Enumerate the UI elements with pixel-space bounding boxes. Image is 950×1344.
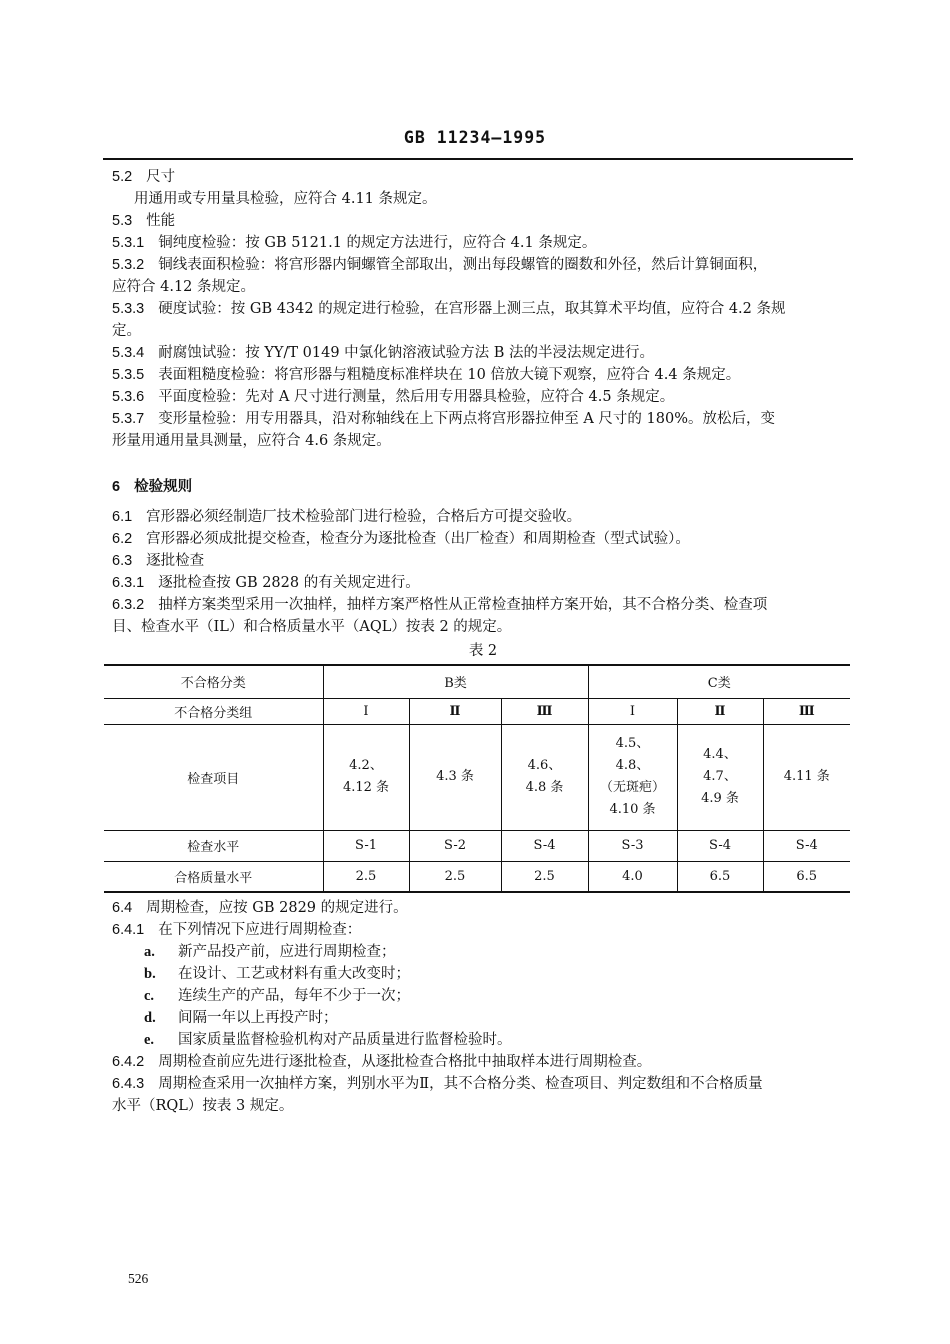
page-number: 526	[128, 1271, 149, 1286]
aql-cell: 2.5	[323, 861, 409, 892]
section-text: 铜线表面积检验：将宫形器内铜螺管全部取出，测出每段螺管的圈数和外径，然后计算铜面积，	[158, 257, 768, 273]
section-number: 6.4.1	[112, 922, 145, 938]
group-cell: Ⅰ	[323, 698, 409, 724]
list-text: 间隔一年以上再投产时；	[178, 1010, 338, 1026]
section-text: 宫形器必须成批提交检查，检查分为逐批检查（出厂检查）和周期检查（型式试验）。	[146, 531, 690, 547]
item-line: 4.8 条	[525, 780, 564, 795]
aql-cell: 4.0	[588, 861, 677, 892]
group-cell: Ⅲ	[763, 698, 850, 724]
spacer	[112, 498, 854, 506]
section-5-3-7	[112, 408, 854, 430]
section-5-2	[112, 166, 854, 188]
section-text: 宫形器必须经制造厂技术检验部门进行检验，合格后方可提交验收。	[146, 509, 582, 525]
section-6-3-2-cont: 目、检查水平（IL）和合格质量水平（AQL）按表 2 的规定。	[112, 619, 512, 635]
section-text: 变形量检验：用专用器具，沿对称轴线在上下两点将宫形器拉伸至 A 尺寸的 180%。放松后，变	[158, 411, 775, 427]
section-6-heading	[112, 476, 854, 498]
section-number: 6.1	[112, 509, 133, 525]
section-6-4-3-cont: 水平（RQL）按表 3 规定。	[112, 1098, 294, 1114]
items-cell	[677, 724, 763, 830]
item-line: 4.4、	[703, 747, 737, 762]
section-6-3-2	[112, 594, 854, 616]
section-title: 性能	[146, 213, 176, 229]
section-5-3-7-cont: 形量用通用量具测量，应符合 4.6 条规定。	[112, 433, 391, 449]
section-number: 6.3.2	[112, 597, 145, 613]
item-line: 4.8、	[615, 758, 650, 773]
list-text: 国家质量监督检验机构对产品质量进行监督检验时。	[178, 1032, 512, 1048]
header-rule	[103, 158, 853, 160]
list-marker: b.	[144, 966, 156, 982]
section-text: 周期检查采用一次抽样方案，判别水平为Ⅱ，其不合格分类、检查项目、判定数组和不合格质量	[158, 1076, 763, 1092]
list-text: 新产品投产前，应进行周期检查；	[178, 944, 396, 960]
list-marker: c.	[144, 988, 155, 1004]
aql-cell: 2.5	[501, 861, 588, 892]
section-6-4-3	[112, 1073, 854, 1095]
item-line: 4.7、	[703, 769, 737, 784]
section-5-3-6	[112, 386, 854, 408]
table-row-level	[104, 830, 850, 861]
section-5-3-1	[112, 232, 854, 254]
group-cell: Ⅱ	[409, 698, 501, 724]
section-number: 6.4.3	[112, 1076, 145, 1092]
list-item	[112, 1029, 854, 1051]
section-text: 周期检查前应先进行逐批检查，从逐批检查合格批中抽取样本进行周期检查。	[158, 1054, 652, 1070]
section-5-3-3-cont: 定。	[112, 323, 141, 339]
section-number: 6.3	[112, 553, 133, 569]
item-line: 4.12 条	[342, 780, 390, 795]
items-cell	[763, 724, 850, 830]
section-number: 5.3.7	[112, 411, 145, 427]
item-line: （无斑疤）	[599, 780, 665, 795]
section-title: 检验规则	[134, 478, 193, 495]
item-line: 4.5、	[615, 736, 650, 751]
section-5-3-5	[112, 364, 854, 386]
aql-cell: 6.5	[763, 861, 850, 892]
table-row-category	[104, 665, 850, 698]
row-label-category: 不合格分类	[104, 665, 323, 698]
table-row-aql	[104, 861, 850, 892]
section-6-3	[112, 550, 854, 572]
group-cell: Ⅱ	[677, 698, 763, 724]
aql-cell: 2.5	[409, 861, 501, 892]
group-cell: Ⅲ	[501, 698, 588, 724]
table-2	[104, 664, 850, 893]
list-marker: a.	[144, 944, 155, 960]
section-number: 6	[112, 479, 121, 495]
item-line: 4.3 条	[436, 769, 474, 784]
list-marker: e.	[144, 1032, 155, 1048]
class-c-header: C类	[588, 665, 850, 698]
level-cell: S-4	[677, 830, 763, 861]
row-label-items: 检查项目	[104, 724, 323, 830]
section-5-3-4	[112, 342, 854, 364]
list-text: 连续生产的产品，每年不少于一次；	[178, 988, 410, 1004]
list-item	[112, 1007, 854, 1029]
section-5-3	[112, 210, 854, 232]
section-number: 6.4.2	[112, 1054, 145, 1070]
level-cell: S-1	[323, 830, 409, 861]
row-label-group: 不合格分类组	[104, 698, 323, 724]
list-item	[112, 941, 854, 963]
section-6-4-2	[112, 1051, 854, 1073]
section-5-3-3	[112, 298, 854, 320]
row-label-aql: 合格质量水平	[104, 861, 323, 892]
section-6-3-1	[112, 572, 854, 594]
table-row-group	[104, 698, 850, 724]
list-item	[112, 985, 854, 1007]
level-cell: S-3	[588, 830, 677, 861]
item-line: 4.6、	[527, 758, 562, 773]
items-cell	[409, 724, 501, 830]
section-number: 6.4	[112, 900, 133, 916]
section-number: 5.3.4	[112, 345, 145, 361]
class-b-header: B类	[323, 665, 588, 698]
section-text: 耐腐蚀试验：按 YY/T 0149 中氯化钠溶液试验方法 B 法的半浸法规定进行。	[158, 345, 655, 361]
section-number: 6.3.1	[112, 575, 145, 591]
section-number: 5.3.1	[112, 235, 145, 251]
section-5-3-2	[112, 254, 854, 276]
section-title: 逐批检查	[146, 553, 205, 569]
section-text: 表面粗糙度检验：将宫形器与粗糙度标准样块在 10 倍放大镜下观察，应符合 4.4 条规定。	[158, 367, 741, 383]
section-number: 5.3.3	[112, 301, 145, 317]
section-number: 5.3	[112, 213, 133, 229]
list-marker: d.	[144, 1010, 156, 1026]
group-cell: Ⅰ	[588, 698, 677, 724]
section-text: 硬度试验：按 GB 4342 的规定进行检验，在宫形器上测三点，取其算术平均值，应符合 4.2 条规	[158, 301, 786, 317]
section-number: 5.2	[112, 169, 133, 185]
section-6-4	[112, 897, 854, 919]
item-line: 4.11 条	[783, 769, 830, 784]
section-text: 平面度检验：先对 A 尺寸进行测量，然后用专用器具检验，应符合 4.5 条规定。	[158, 389, 675, 405]
level-cell: S-4	[501, 830, 588, 861]
section-title: 尺寸	[146, 169, 176, 185]
item-line: 4.9 条	[701, 791, 739, 806]
item-line: 4.2、	[349, 758, 383, 773]
section-text: 逐批检查按 GB 2828 的有关规定进行。	[158, 575, 420, 591]
level-cell: S-4	[763, 830, 850, 861]
aql-cell: 6.5	[677, 861, 763, 892]
section-number: 6.2	[112, 531, 133, 547]
row-label-level: 检查水平	[104, 830, 323, 861]
list-item	[112, 963, 854, 985]
section-6-1	[112, 506, 854, 528]
section-5-3-2-cont: 应符合 4.12 条规定。	[112, 279, 256, 295]
level-cell: S-2	[409, 830, 501, 861]
section-number: 5.3.6	[112, 389, 145, 405]
items-cell	[501, 724, 588, 830]
section-5-2-text: 用通用或专用量具检验，应符合 4.11 条规定。	[134, 191, 437, 207]
table-row-items	[104, 724, 850, 830]
section-number: 5.3.5	[112, 367, 145, 383]
section-number: 5.3.2	[112, 257, 145, 273]
spacer	[112, 452, 854, 476]
standard-number-header: GB 11234—1995	[403, 128, 547, 147]
section-text: 在下列情况下应进行周期检查：	[158, 922, 362, 938]
section-text: 铜纯度检验：按 GB 5121.1 的规定方法进行，应符合 4.1 条规定。	[158, 235, 597, 251]
section-6-2	[112, 528, 854, 550]
document-body	[112, 166, 854, 1117]
items-cell	[588, 724, 677, 830]
section-text: 抽样方案类型采用一次抽样，抽样方案严格性从正常检查抽样方案开始，其不合格分类、检查项	[158, 597, 768, 613]
table-2-caption: 表 2	[468, 643, 498, 659]
item-line: 4.10 条	[609, 802, 656, 817]
items-cell	[323, 724, 409, 830]
section-6-4-1	[112, 919, 854, 941]
list-text: 在设计、工艺或材料有重大改变时；	[178, 966, 410, 982]
section-text: 周期检查，应按 GB 2829 的规定进行。	[146, 900, 408, 916]
